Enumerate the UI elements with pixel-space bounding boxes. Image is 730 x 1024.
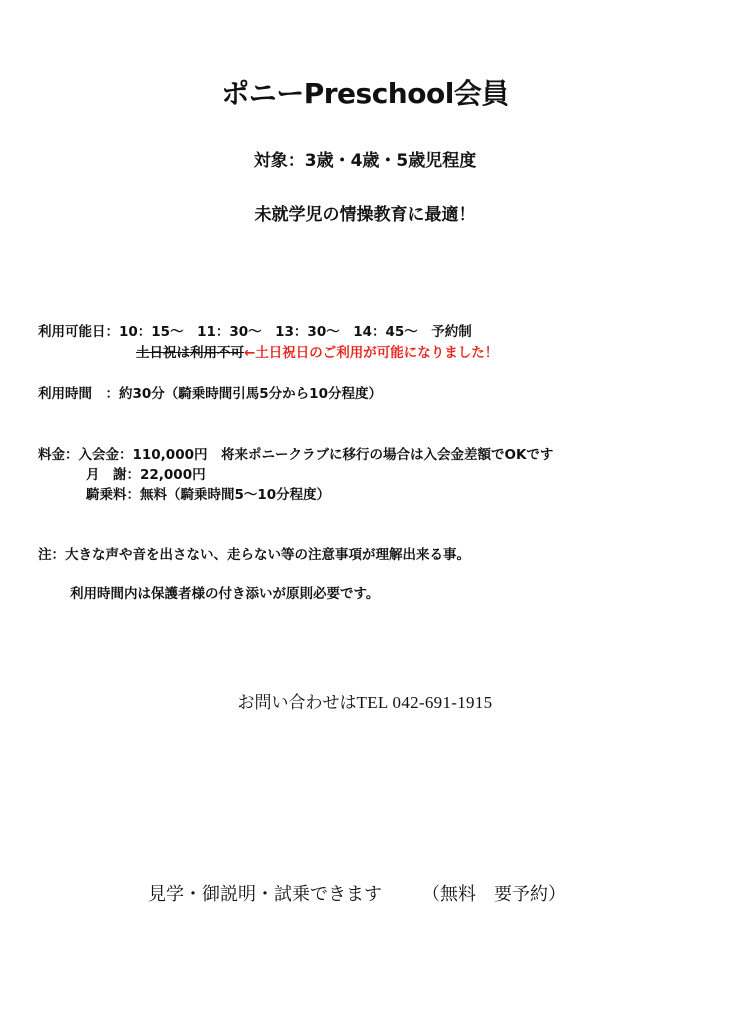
entrance-fee-label: 入会金： bbox=[78, 447, 133, 463]
monthly-fee-label: 月 謝： bbox=[86, 467, 140, 483]
contact-text: お問い合わせは bbox=[237, 693, 357, 713]
usage-time-line bbox=[38, 382, 382, 402]
footer-line bbox=[148, 880, 566, 906]
contact-line bbox=[0, 688, 730, 713]
fees-label: 料金： bbox=[38, 447, 79, 463]
availability-notice-line bbox=[136, 341, 498, 361]
availability-times: 10：15～ 11：30～ 13：30～ 14：45～ 予約制 bbox=[119, 324, 472, 340]
weekend-available-notice: ←土日祝日のご利用が可能になりました！ bbox=[244, 345, 499, 361]
monthly-fee-value: 22,000円 bbox=[140, 467, 206, 483]
fee-entrance-line bbox=[38, 443, 553, 463]
availability-label: 利用可能日： bbox=[38, 324, 119, 340]
entrance-fee-value: 110,000円 将来ポニークラブに移行の場合は入会金差額でOKです bbox=[132, 447, 554, 463]
note-text-1: 大きな声や音を出さない、走らない等の注意事項が理解出来る事。 bbox=[65, 547, 470, 563]
riding-fee-label: 騎乗料： bbox=[86, 487, 140, 503]
footer-note: （無料 要予約） bbox=[422, 884, 566, 905]
fee-monthly-line bbox=[86, 463, 206, 483]
fee-riding-line bbox=[86, 483, 330, 503]
riding-fee-value: 無料（騎乗時間5～10分程度） bbox=[140, 487, 331, 503]
usage-time-value: 約30分（騎乗時間引馬5分から10分程度） bbox=[119, 386, 382, 402]
weekend-unavailable-struck: 土日祝は利用不可 bbox=[136, 345, 244, 361]
contact-tel: TEL 042-691-1915 bbox=[356, 693, 493, 712]
note-prefix: 注： bbox=[38, 547, 65, 563]
note-line-1 bbox=[38, 543, 470, 563]
tagline: 未就学児の情操教育に最適！ bbox=[254, 205, 476, 225]
footer-text: 見学・御説明・試乗できます bbox=[148, 884, 382, 905]
note-line-2: 利用時間内は保護者様の付き添いが原則必要です。 bbox=[70, 586, 380, 602]
availability-line bbox=[38, 320, 472, 340]
page-title: ポニーPreschool会員 bbox=[221, 77, 509, 110]
target-audience: 対象：3歳・4歳・5歳児程度 bbox=[253, 151, 477, 171]
usage-time-label: 利用時間 ： bbox=[38, 386, 119, 402]
